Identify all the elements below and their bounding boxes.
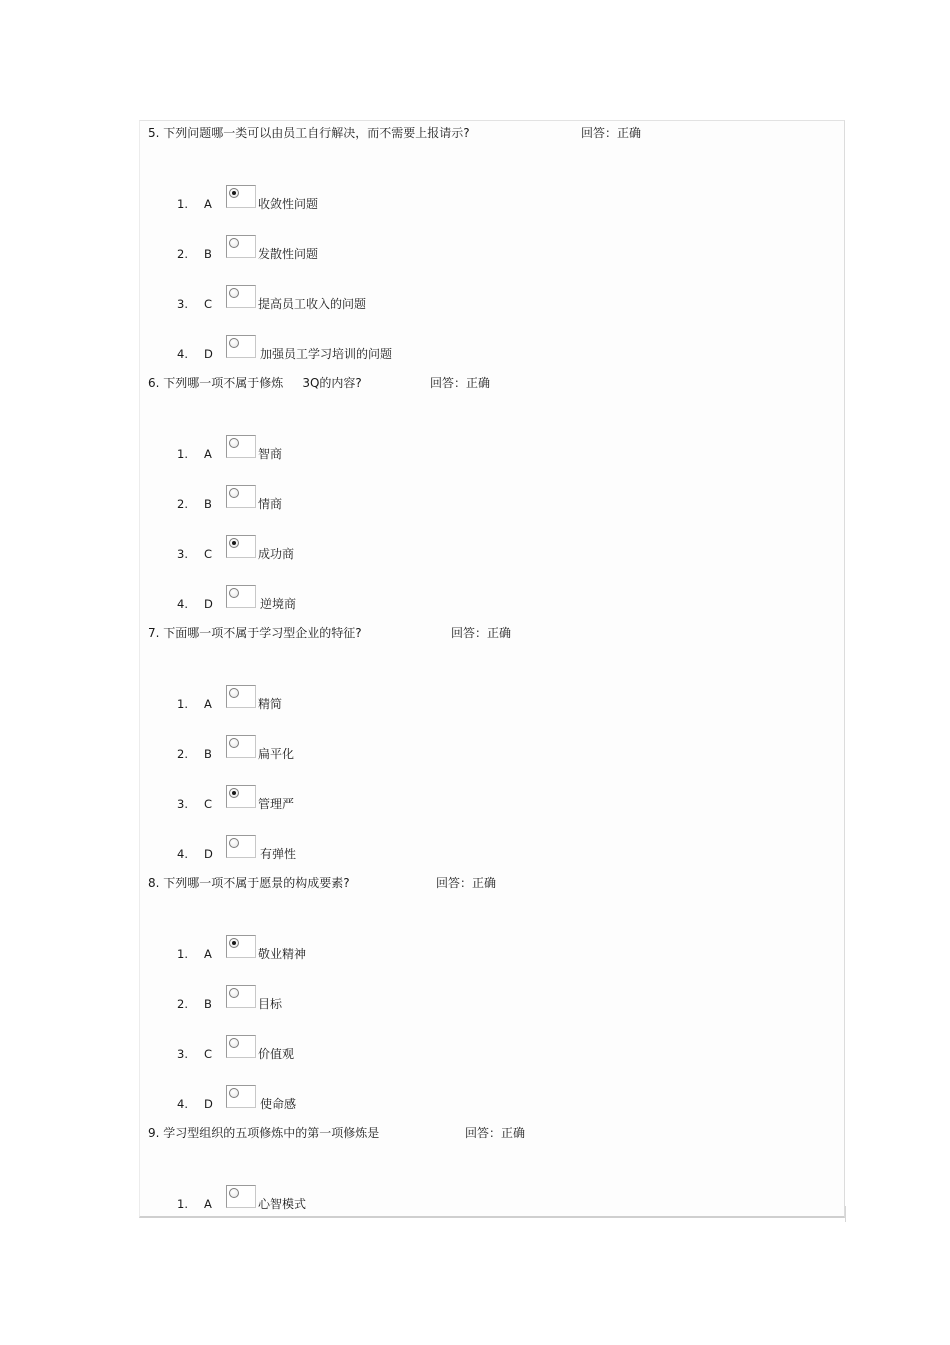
radio-frame xyxy=(226,835,256,858)
radio-frame xyxy=(226,1085,256,1108)
option-a[interactable] xyxy=(177,435,577,463)
option-letter: D xyxy=(204,1097,213,1111)
option-number: 1. xyxy=(177,947,188,961)
option-number: 4. xyxy=(177,347,188,361)
option-number: 3. xyxy=(177,547,188,561)
option-letter: A xyxy=(204,697,212,711)
radio-frame xyxy=(226,1185,256,1208)
radio-icon[interactable] xyxy=(229,838,239,848)
quiz-page xyxy=(139,120,845,1218)
radio-icon[interactable] xyxy=(229,438,239,448)
radio-icon[interactable] xyxy=(229,1038,239,1048)
option-letter: C xyxy=(204,547,213,561)
answer-result: 回答：正确 xyxy=(581,126,642,140)
option-label: 收敛性问题 xyxy=(258,197,319,211)
option-letter: A xyxy=(204,447,212,461)
radio-icon[interactable] xyxy=(229,688,239,698)
option-letter: B xyxy=(204,497,212,511)
question-7 xyxy=(148,621,838,871)
option-b[interactable] xyxy=(177,985,577,1013)
page-edge-line xyxy=(845,1206,846,1222)
option-number: 2. xyxy=(177,247,188,261)
option-number: 2. xyxy=(177,747,188,761)
question-9 xyxy=(148,1121,838,1218)
option-a[interactable] xyxy=(177,685,577,713)
option-label: 智商 xyxy=(258,447,283,461)
option-label: 敬业精神 xyxy=(258,947,307,961)
radio-checked-icon[interactable] xyxy=(229,188,239,198)
option-letter: D xyxy=(204,597,213,611)
option-letter: A xyxy=(204,1197,212,1211)
option-a[interactable] xyxy=(177,1185,577,1213)
option-number: 2. xyxy=(177,497,188,511)
option-letter: C xyxy=(204,297,213,311)
radio-icon[interactable] xyxy=(229,988,239,998)
question-6 xyxy=(148,371,838,621)
option-label: 情商 xyxy=(258,497,283,511)
question-text: 9. 学习型组织的五项修炼中的第一项修炼是 xyxy=(148,1126,380,1140)
option-number: 3. xyxy=(177,1047,188,1061)
option-d[interactable] xyxy=(177,585,577,613)
option-label: 精简 xyxy=(258,697,283,711)
option-c[interactable] xyxy=(177,1035,577,1063)
radio-icon[interactable] xyxy=(229,288,239,298)
radio-frame xyxy=(226,935,256,958)
option-letter: A xyxy=(204,947,212,961)
option-number: 2. xyxy=(177,997,188,1011)
radio-checked-icon[interactable] xyxy=(229,538,239,548)
option-number: 1. xyxy=(177,197,188,211)
answer-result: 回答：正确 xyxy=(451,626,512,640)
option-letter: D xyxy=(204,847,213,861)
option-number: 4. xyxy=(177,1097,188,1111)
option-number: 4. xyxy=(177,847,188,861)
option-b[interactable] xyxy=(177,235,577,263)
option-number: 1. xyxy=(177,447,188,461)
answer-result: 回答：正确 xyxy=(430,376,491,390)
option-label: 加强员工学习培训的问题 xyxy=(260,347,393,361)
radio-icon[interactable] xyxy=(229,1188,239,1198)
option-d[interactable] xyxy=(177,335,577,363)
option-letter: B xyxy=(204,997,212,1011)
option-b[interactable] xyxy=(177,485,577,513)
option-letter: C xyxy=(204,797,213,811)
radio-frame xyxy=(226,1035,256,1058)
question-text: 7. 下面哪一项不属于学习型企业的特征? xyxy=(148,626,362,640)
radio-frame xyxy=(226,485,256,508)
option-label: 有弹性 xyxy=(260,847,297,861)
radio-icon[interactable] xyxy=(229,1088,239,1098)
radio-icon[interactable] xyxy=(229,588,239,598)
radio-frame xyxy=(226,785,256,808)
option-d[interactable] xyxy=(177,835,577,863)
radio-frame xyxy=(226,585,256,608)
option-label: 提高员工收入的问题 xyxy=(258,297,367,311)
option-label: 目标 xyxy=(258,997,283,1011)
radio-icon[interactable] xyxy=(229,488,239,498)
option-label: 逆境商 xyxy=(260,597,297,611)
option-c[interactable] xyxy=(177,285,577,313)
option-c[interactable] xyxy=(177,785,577,813)
question-text: 5. 下列问题哪一类可以由员工自行解决，而不需要上报请示? xyxy=(148,126,470,140)
option-letter: B xyxy=(204,247,212,261)
option-label: 扁平化 xyxy=(258,747,295,761)
option-c[interactable] xyxy=(177,535,577,563)
radio-frame xyxy=(226,285,256,308)
radio-frame xyxy=(226,535,256,558)
question-8 xyxy=(148,871,838,1121)
option-b[interactable] xyxy=(177,735,577,763)
radio-checked-icon[interactable] xyxy=(229,788,239,798)
question-text: 8. 下列哪一项不属于愿景的构成要素? xyxy=(148,876,350,890)
radio-frame xyxy=(226,335,256,358)
answer-result: 回答：正确 xyxy=(465,1126,526,1140)
radio-icon[interactable] xyxy=(229,338,239,348)
radio-frame xyxy=(226,235,256,258)
option-label: 使命感 xyxy=(260,1097,297,1111)
option-number: 1. xyxy=(177,1197,188,1211)
option-label: 管理严 xyxy=(258,797,295,811)
question-text: 6. 下列哪一项不属于修炼 3Q的内容? xyxy=(148,376,362,390)
option-letter: A xyxy=(204,197,212,211)
radio-frame xyxy=(226,185,256,208)
option-label: 心智模式 xyxy=(258,1197,307,1211)
option-letter: B xyxy=(204,747,212,761)
radio-frame xyxy=(226,685,256,708)
option-number: 1. xyxy=(177,697,188,711)
option-label: 成功商 xyxy=(258,547,295,561)
option-label: 发散性问题 xyxy=(258,247,319,261)
option-number: 3. xyxy=(177,797,188,811)
radio-frame xyxy=(226,735,256,758)
radio-frame xyxy=(226,985,256,1008)
radio-icon[interactable] xyxy=(229,238,239,248)
option-number: 3. xyxy=(177,297,188,311)
question-5 xyxy=(148,121,838,371)
radio-frame xyxy=(226,435,256,458)
option-a[interactable] xyxy=(177,185,577,213)
option-number: 4. xyxy=(177,597,188,611)
option-letter: C xyxy=(204,1047,213,1061)
option-d[interactable] xyxy=(177,1085,577,1113)
option-letter: D xyxy=(204,347,213,361)
radio-checked-icon[interactable] xyxy=(229,938,239,948)
option-a[interactable] xyxy=(177,935,577,963)
option-label: 价值观 xyxy=(258,1047,295,1061)
radio-icon[interactable] xyxy=(229,738,239,748)
answer-result: 回答：正确 xyxy=(436,876,497,890)
